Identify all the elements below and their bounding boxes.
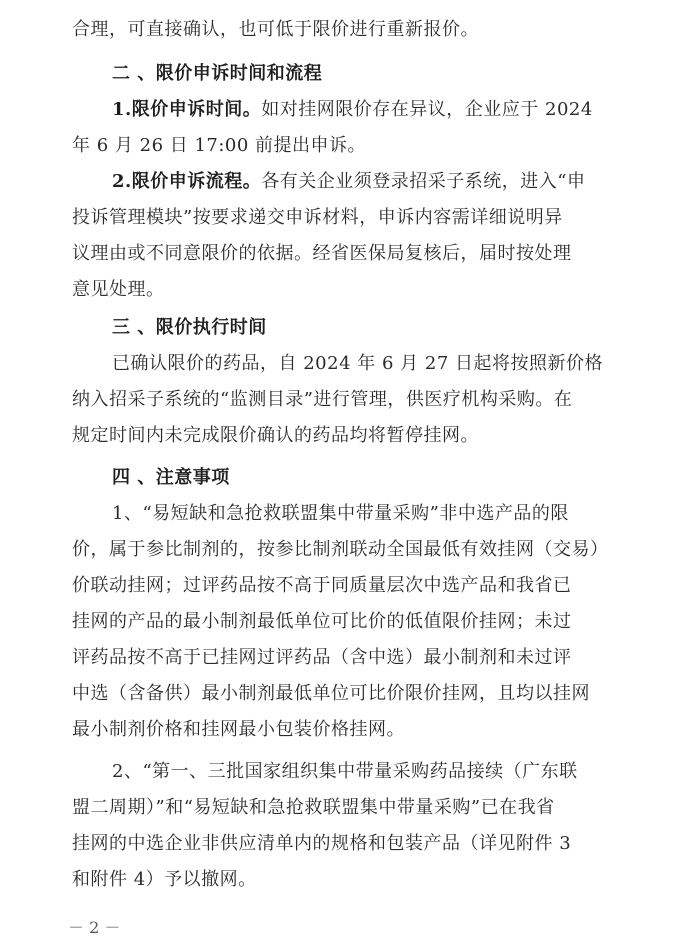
bold-text: 1.限价申诉时间。 xyxy=(112,99,262,120)
text-line xyxy=(0,502,693,526)
body-text: 年 6 月 26 日 17:00 前提出申诉。 xyxy=(72,135,367,156)
body-text: 2、“第一、三批国家组织集中带量采购药品接续（广东联 xyxy=(112,761,578,782)
body-text: 和附件 4）予以撤网。 xyxy=(72,869,257,890)
text-line xyxy=(0,718,693,742)
body-text: 1、“易短缺和急抢救联盟集中带量采购”非中选产品的限 xyxy=(112,503,569,524)
text-line xyxy=(0,134,693,158)
text-line xyxy=(0,206,693,230)
text-line xyxy=(0,242,693,266)
text-line xyxy=(0,610,693,634)
text-line xyxy=(0,682,693,706)
body-text: 投诉管理模块”按要求递交申诉材料，申诉内容需详细说明异 xyxy=(72,207,563,228)
text-line xyxy=(0,388,693,412)
body-text: 合理，可直接确认，也可低于限价进行重新报价。 xyxy=(72,19,479,40)
bold-text: 四 、注意事项 xyxy=(112,467,230,488)
body-text: 评药品按不高于已挂网过评药品（含中选）最小制剂和未过评 xyxy=(72,647,572,668)
body-text: 纳入招采子系统的“监测目录”进行管理，供医疗机构采购。在 xyxy=(72,389,573,410)
text-line xyxy=(0,18,693,42)
text-line xyxy=(0,832,693,856)
bold-text: 2.限价申诉流程。 xyxy=(112,171,262,192)
body-text: 如对挂网限价存在异议，企业应于 2024 xyxy=(261,99,593,120)
body-text: 已确认限价的药品，自 2024 年 6 月 27 日起将按照新价格 xyxy=(112,353,603,374)
body-text: 议理由或不同意限价的依据。经省医保局复核后，届时按处理 xyxy=(72,243,572,264)
body-text: 价，属于参比制剂的，按参比制剂联动全国最低有效挂网（交易） xyxy=(72,539,609,560)
bold-text: 二 、限价申诉时间和流程 xyxy=(112,63,323,84)
text-line xyxy=(0,352,693,376)
body-text: 规定时间内未完成限价确认的药品均将暂停挂网。 xyxy=(72,425,479,446)
body-text: 挂网的产品的最小制剂最低单位可比价的低值限价挂网；未过 xyxy=(72,611,572,632)
text-line xyxy=(0,424,693,448)
text-line xyxy=(0,760,693,784)
text-line xyxy=(0,466,693,490)
text-line xyxy=(0,316,693,340)
page-number: － 2 － xyxy=(68,918,121,937)
body-text: 意见处理。 xyxy=(72,279,165,300)
body-text: 挂网的中选企业非供应清单内的规格和包装产品（详见附件 3 xyxy=(72,833,572,854)
text-line xyxy=(0,98,693,122)
body-text: 盟二周期）”和“易短缺和急抢救联盟集中带量采购”已在我省 xyxy=(72,797,555,818)
text-line xyxy=(0,796,693,820)
text-line xyxy=(0,170,693,194)
text-line xyxy=(0,278,693,302)
text-line xyxy=(0,868,693,892)
body-text: 各有关企业须登录招采子系统，进入“申 xyxy=(261,171,586,192)
body-text: 价联动挂网；过评药品按不高于同质量层次中选产品和我省已 xyxy=(72,575,572,596)
text-line xyxy=(0,62,693,86)
text-line xyxy=(0,646,693,670)
bold-text: 三 、限价执行时间 xyxy=(112,317,267,338)
body-text: 最小制剂价格和挂网最小包装价格挂网。 xyxy=(72,719,405,740)
text-line xyxy=(0,574,693,598)
text-line xyxy=(0,538,693,562)
body-text: 中选（含备供）最小制剂最低单位可比价限价挂网，且均以挂网 xyxy=(72,683,590,704)
